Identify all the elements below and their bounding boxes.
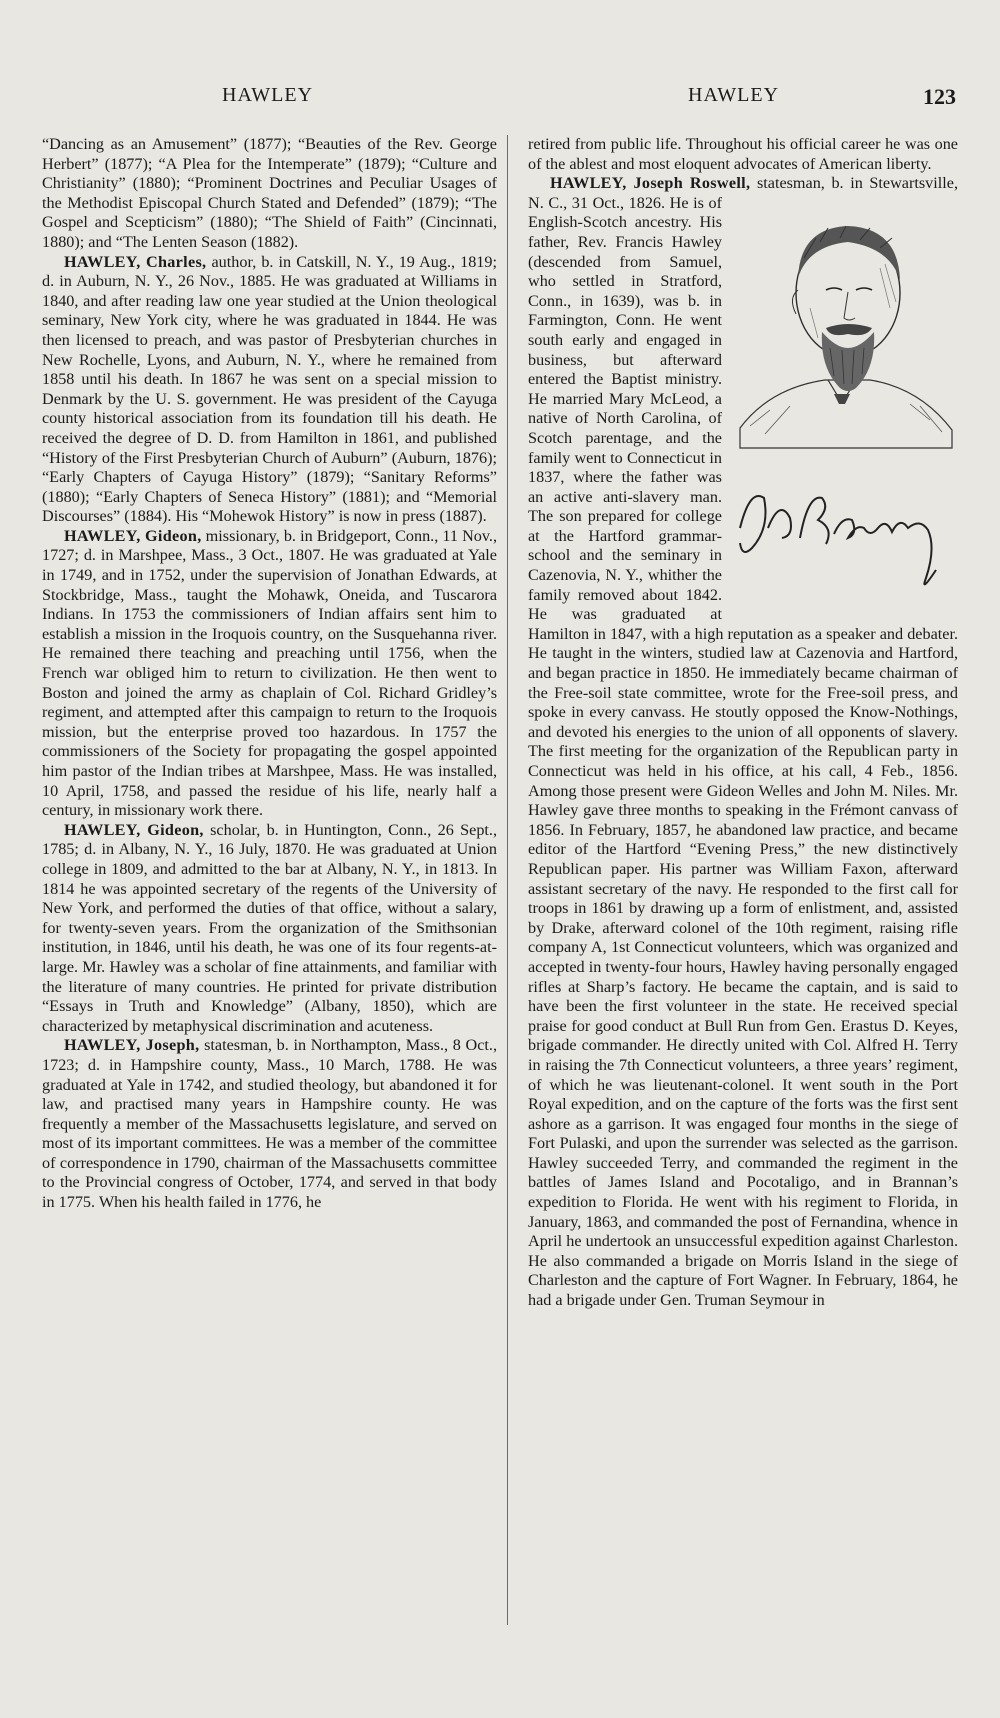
right-column	[528, 135, 958, 1311]
column-divider	[507, 135, 508, 1625]
entry-hawley-gideon-missionary	[42, 527, 497, 821]
entry-text: statesman, b. in Northampton, Mass., 8 Oct., 1723; d. in Hampshire county, Mass., 10 March, 1788. He was graduated at Yale in 1742, and studied theology, but abandoned it for law, and practised many years in Hampshire county. He was frequently a member of the Massachusetts legislature, and served on most of its important committees. He was a member of the committee of correspondence in 1790, chairman of the Massachusetts committee to the Provincial congress of October, 1774, and served in that body in 1775. When his health failed in 1776, he	[42, 1036, 497, 1212]
continued-paragraph: “Dancing as an Amusement” (1877); “Beauties of the Rev. George Herbert” (1877); “A Plea for the Intemperate” (1879); “Culture and Christianity” (1880); “Prominent Doctrines and Peculiar Usages of the Methodist Episcopal Church Stated and Defended” (1879); “The Gospel and Scepticism” (1880); “The Shield of Faith” (Cincinnati, 1880); and “The Lenten Season (1882).	[42, 135, 497, 251]
continued-paragraph: retired from public life. Throughout his official career he was one of the ablest and most eloquent advocates of American liberty.	[528, 135, 958, 173]
entry-text: author, b. in Catskill, N. Y., 19 Aug., 1819; d. in Auburn, N. Y., 26 Nov., 1885. He was graduated at Williams in 1840, and after reading law one year studied at the Union theological seminary, New York city, where he was graduated in 1844. He was then licensed to preach, and was pastor of Presbyterian churches in New Rochelle, Lyons, and Auburn, N. Y., where he remained from 1858 until his death. In 1867 he was sent on a special mission to Denmark by the U. S. government. He was president of the Cayuga county historical association from its foundation till his death. He received the degree of D. D. from Hamilton in 1861, and published “History of the First Presbyterian Church of Auburn” (Auburn, 1876); “Early Chapters of Cayuga History” (1879); “Sanitary Reforms” (1880); “Early Chapters of Seneca History” (1881); and “Memorial Discourses” (1884). His “Mohewok History” is now in press (1887).	[42, 252, 497, 526]
portrait-illustration	[730, 198, 958, 608]
portrait-engraving	[730, 198, 958, 608]
entry-name: HAWLEY, Joseph,	[64, 1036, 200, 1055]
running-head-left: HAWLEY	[222, 84, 314, 106]
entry-name: HAWLEY, Gideon,	[64, 820, 204, 839]
signature-text: Jos R Hawley	[841, 599, 847, 601]
entry-name: HAWLEY, Charles,	[64, 252, 207, 271]
entry-name: HAWLEY, Joseph Roswell,	[550, 174, 751, 193]
entry-text: statesman, b. in Stewartsville, N. C., 31 Oct., 1826. He is of English-Scotch ancestry. His father, Rev. Francis Hawley (descended from Samuel, who settled in Stratford, Conn., in 1639), was b. in Farmington, Conn. He went south early and engaged in business, but afterward entered the Baptist ministry. He married Mary McLeod, a native of North Carolina, of Scotch parentage, and the family went to Connecticut in 1837, where the father was an active anti-slavery man. The son prepared for college at the Hartford grammar-school and the seminary in Cazenovia, N. Y., whither the family removed about 1842. He was graduated at Hamilton in 1847, with a high reputation as a speaker and debater. He taught in the winters, studied law at Cazenovia and Hartford, and began practice in 1850. He immediately became chairman of the Free-soil state committee, wrote for the Free-soil press, and spoke in every canvass. He stoutly opposed the Know-Nothings, and devoted his energies to the union of all opponents of slavery. The first meeting for the organization of the Republican party in Connecticut was held in his office, at his call, 4 Feb., 1856. Among those present were Gideon Welles and John M. Niles. Mr. Hawley gave three months to speaking in the Frémont canvass of 1856. In February, 1857, he abandoned law practice, and became editor of the Hartford “Evening Press,” the new distinctively Republican paper. His partner was William Faxon, afterward assistant secretary of the navy. He responded to the first call for troops in 1861 by drawing up a form of enlistment, and, assisted by Drake, afterward colonel of the 10th regiment, raising rifle company A, 1st Connecticut volunteers, which was organized and accepted in twenty-four hours, Hawley having personally engaged rifles at Sharp’s factory. He became the captain, and is said to have been the first volunteer in the state. He received special praise for good conduct at Bull Run from Gen. Erastus D. Keyes, brigade commander. He directly united with Col. Alfred H. Terry in raising the 7th Connecticut volunteers, a three years’ regiment, of which he was lieutenant-colonel. It went south in the Port Royal expedition, and on the capture of the forts was the first sent ashore as a garrison. It was engaged four months in the siege of Fort Pulaski, and upon the surrender was selected as the garrison. Hawley succeeded Terry, and commanded the regiment in the battles of James Island and Pocotaligo, and in Brannan’s expedition to Florida. He went with his regiment to Florida, in January, 1863, and commanded the post of Fernandina, whence in April he undertook an unsuccessful expedition against Charleston. He also commanded a brigade on Morris Island in the siege of Charleston and the capture of Fort Wagner. In February, 1864, he had a brigade under Gen. Truman Seymour in	[528, 174, 958, 1310]
entry-text: missionary, b. in Bridgeport, Conn., 11 Nov., 1727; d. in Marshpee, Mass., 3 Oct., 1807. He was graduated at Yale in 1749, and in 1752, under the supervision of Jonathan Edwards, at Stockbridge, Mass., taught the Mohawk, Oneida, and Tuscarora Indians. In 1753 the commissioners of Indian affairs sent him to establish a mission in the Iroquois country, on the Susquehanna river. He remained there teaching and preaching until 1756, when the French war obliged him to return to civilization. He then went to Boston and joined the army as chaplain of Col. Richard Gridley’s regiment, and attempted after this campaign to return to the Iroquois mission, but the enterprise proved too hazardous. In 1757 the commissioners of the Society for propagating the gospel appointed him pastor of the Indian tribes at Marshpee, Mass. He was installed, 10 April, 1758, and passed the residue of his life, nearly half a century, in missionary work there.	[42, 526, 497, 820]
entry-hawley-charles	[42, 253, 497, 527]
entry-name: HAWLEY, Gideon,	[64, 526, 202, 545]
page-number: 123	[923, 84, 956, 109]
entry-hawley-joseph	[42, 1036, 497, 1212]
left-column	[42, 135, 497, 1213]
entry-text: scholar, b. in Huntington, Conn., 26 Sept., 1785; d. in Albany, N. Y., 16 July, 1870. He was graduated at Union college in 1809, and admitted to the bar at Albany, N. Y., in 1813. In 1814 he was appointed secretary of the regents of the University of New York, and performed the duties of that office, without a salary, for twenty-seven years. From the organization of the Smithsonian institution, in 1846, until his death, he was one of its four regents-at-large. Mr. Hawley was a scholar of fine attainments, and familiar with the literature of many countries. He printed for private distribution “Essays in Truth and Knowledge” (Albany, 1850), which are characterized by metaphysical discrimination and acuteness.	[42, 820, 498, 1035]
entry-hawley-gideon-scholar	[42, 821, 497, 1037]
running-head-right: HAWLEY	[688, 84, 780, 106]
entry-hawley-joseph-roswell	[528, 174, 958, 1310]
